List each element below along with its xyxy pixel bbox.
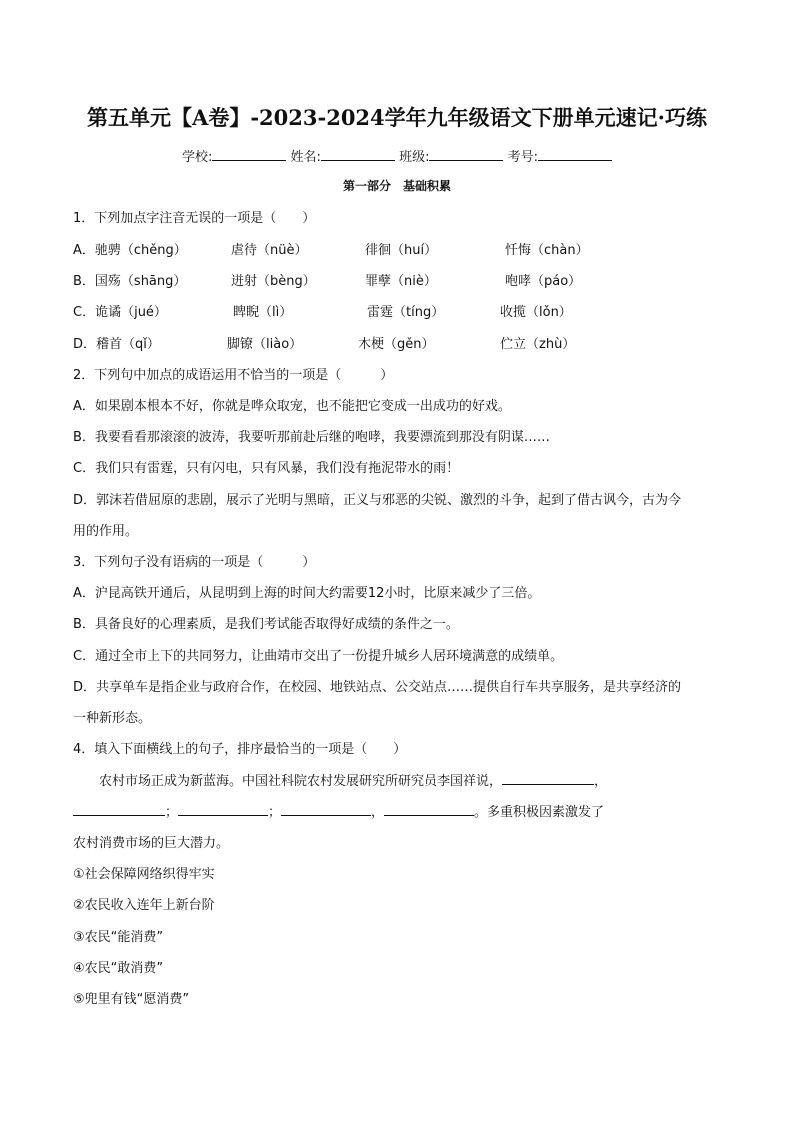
class-label: 班级: [399,150,430,165]
q1-option-cell: B．国殇（shāng） [73,274,187,289]
school-blank[interactable] [212,148,286,161]
q2-option-b: B．我要看看那滚滚的波涛，我要听那前赴后继的咆哮，我要漂流到那没有阴谋…… [73,430,550,445]
q4-passage-line2: ； ； ， 。多重积极因素激发了 [73,801,604,820]
q2-option-a: A．如果剧本根本不好，你就是哗众取宠，也不能把它变成一出成功的好戏。 [73,399,511,414]
name-label: 姓名: [290,150,321,165]
q1-option-cell: 雷霆（tíng） [367,305,445,320]
q4-item: ①社会保障网络织得牢实 [73,867,215,882]
q4-passage-text: 农村市场正成为新蓝海。中国社科院农村发展研究所研究员李国祥说， [99,774,503,789]
q4-blank[interactable] [178,803,268,816]
q1-option-cell: 脚镣（liào） [227,337,303,352]
q1-option-cell: 虐待（nüè） [231,243,308,258]
q3-option-a: A．沪昆高铁开通后，从昆明到上海的时间大约需要12小时，比原来减少了三倍。 [73,586,541,601]
name-blank[interactable] [321,148,395,161]
student-info-line [0,146,794,165]
q3-option-c: C．通过全市上下的共同努力，让曲靖市交出了一份提升城乡人居环境满意的成绩单。 [73,649,564,664]
exam-number-label: 考号: [507,150,538,165]
q4-blank[interactable] [502,772,594,785]
q4-passage-line3: 农村消费市场的巨大潜力。 [73,836,230,851]
q4-blank[interactable] [384,803,474,816]
q4-item: ⑤兜里有钱“愿消费” [73,992,190,1007]
q1-option-cell: 睥睨（lì） [233,305,293,320]
q4-item: ④农民“敢消费” [73,961,164,976]
q4-passage-line1: 农村市场正成为新蓝海。中国社科院农村发展研究所研究员李国祥说， ， [99,774,608,789]
q2-option-d: D．郭沫若借屈原的悲剧，展示了光明与黑暗，正义与邪恶的尖锐、激烈的斗争，起到了借古讽今，古为今 [73,493,682,508]
q4-passage-text: 。多重积极因素激发了 [474,805,605,820]
q1-option-cell: 收揽（lǒn） [500,305,572,320]
q1-option-cell: 忏悔（chàn） [505,243,589,258]
q3-stem: 3．下列句子没有语病的一项是（ ） [73,555,316,570]
q3-option-d-continued: 一种新形态。 [73,711,152,726]
q4-stem: 4．填入下面横线上的句子，排序最恰当的一项是（ ） [73,742,407,757]
q1-option-cell: D．稽首（qǐ） [73,337,160,352]
section-title: 第一部分 基础积累 [342,179,451,193]
q4-item: ②农民收入连年上新台阶 [73,898,215,913]
q3-option-b: B．具备良好的心理素质，是我们考试能否取得好成绩的条件之一。 [73,617,459,632]
page-title: 第五单元【A卷】-2023-2024学年九年级语文下册单元速记·巧练 [87,105,707,130]
q4-blank[interactable] [281,803,371,816]
class-blank[interactable] [429,148,503,161]
q2-option-d-continued: 用的作用。 [73,524,139,539]
q2-option-c: C．我们只有雷霆，只有闪电，只有风暴，我们没有拖泥带水的雨！ [73,461,460,476]
q3-option-d: D．共享单车是指企业与政府合作，在校园、地铁站点、公交站点……提供自行车共享服务，是共享经济的 [73,680,682,695]
q1-stem: 1．下列加点字注音无误的一项是（ ） [73,211,316,226]
q1-option-cell: 徘徊（huí） [365,243,438,258]
q4-item: ③农民“能消费” [73,930,164,945]
q1-option-cell: C．诡谲（jué） [73,305,167,320]
q1-option-cell: A．驰骋（chěng） [73,243,187,258]
q1-option-cell: 木梗（gěn） [358,337,435,352]
q2-stem: 2．下列句中加点的成语运用不恰当的一项是（ ） [73,368,394,383]
q4-blank[interactable] [73,803,165,816]
q1-option-cell: 罪孽（niè） [365,274,437,289]
q1-option-cell: 迸射（bèng） [231,274,316,289]
school-label: 学校: [182,150,213,165]
q1-option-cell: 咆哮（páo） [505,274,582,289]
q1-option-cell: 伫立（zhù） [500,337,576,352]
exam-number-blank[interactable] [538,148,612,161]
